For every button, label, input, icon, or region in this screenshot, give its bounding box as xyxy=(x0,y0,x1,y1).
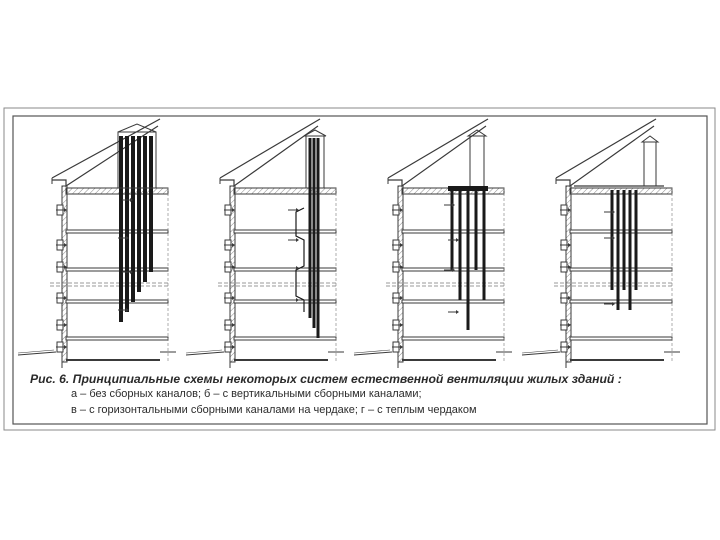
exhaust-arrow-2-head xyxy=(296,238,299,242)
riser-duct-4 xyxy=(475,190,478,270)
roof-slope xyxy=(556,126,654,186)
roof-top-line xyxy=(220,119,320,178)
collector-duct-3 xyxy=(317,138,320,338)
roof-top-line xyxy=(556,119,656,178)
riser-duct-1 xyxy=(451,190,454,270)
exhaust-arrow-4-head xyxy=(456,310,459,314)
riser-duct-3 xyxy=(467,190,470,330)
floor-slab-2 xyxy=(234,268,336,271)
floor-slab-3 xyxy=(234,300,336,303)
flue-duct-5 xyxy=(143,136,147,282)
flue-duct-4 xyxy=(137,136,141,292)
caption-line-2-text: в – с горизонтальными сборными каналами на чердаке; г – с теплым чердаком xyxy=(71,404,477,416)
riser-duct-5 xyxy=(635,190,638,290)
panel-v-horizontal-attic-ducts xyxy=(354,119,512,368)
attic-slab xyxy=(234,188,336,194)
attic-slab xyxy=(570,188,672,194)
roof-slope xyxy=(388,126,486,186)
exhaust-shaft xyxy=(644,142,656,186)
floor-slab-3 xyxy=(402,300,504,303)
riser-duct-2 xyxy=(459,190,462,300)
riser-duct-5 xyxy=(483,190,486,300)
roof-slope xyxy=(220,126,318,186)
floor-slab-4 xyxy=(66,337,168,340)
floor-slab-3 xyxy=(570,300,672,303)
panel-a-no-collecting-ducts xyxy=(18,119,176,368)
flue-duct-2 xyxy=(125,136,129,312)
panel-b-vertical-collecting-ducts xyxy=(186,119,344,368)
floor-slab-2 xyxy=(570,268,672,271)
panel-g-warm-attic xyxy=(522,119,680,368)
floor-slab-4 xyxy=(570,337,672,340)
roof-slope xyxy=(52,126,158,186)
flue-duct-3 xyxy=(131,136,135,302)
floor-slab-1 xyxy=(570,230,672,233)
roof-top-line xyxy=(388,119,488,178)
collector-duct-1 xyxy=(309,138,312,318)
floor-slab-4 xyxy=(402,337,504,340)
vertical-collector xyxy=(296,208,304,312)
riser-duct-4 xyxy=(629,190,632,310)
floor-slab-1 xyxy=(234,230,336,233)
collector-duct-2 xyxy=(313,138,316,328)
flue-duct-6 xyxy=(149,136,153,272)
floor-slab-3 xyxy=(66,300,168,303)
riser-duct-3 xyxy=(623,190,626,290)
riser-duct-2 xyxy=(617,190,620,310)
caption-line-1-text: а – без сборных каналов; б – с вертикальными сборными каналами; xyxy=(71,388,422,400)
floor-slab-4 xyxy=(234,337,336,340)
caption-title-text: Рис. 6. Принципиальные схемы некоторых систем естественной вентиляции жилых зданий : xyxy=(30,372,622,386)
shaft-cap xyxy=(642,136,658,142)
shaft-outline xyxy=(470,136,484,188)
flue-duct-1 xyxy=(119,136,123,322)
